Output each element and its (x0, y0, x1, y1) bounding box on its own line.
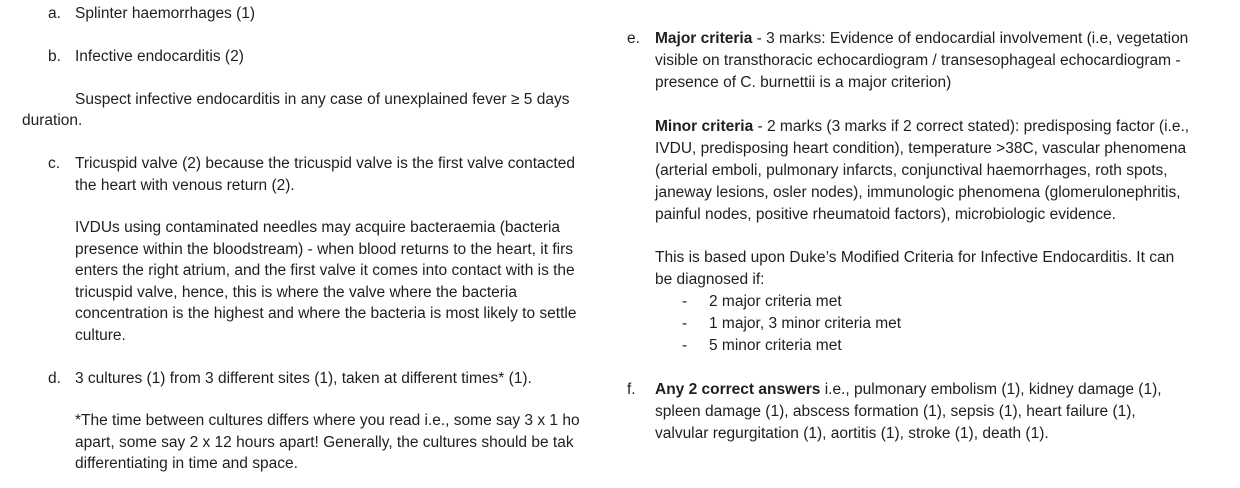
left-column (0, 0, 598, 488)
item-f-marker: f. (627, 381, 636, 398)
item-d-note-line: apart, some say 2 x 12 hours apart! Generally, the cultures should be tak (75, 434, 574, 451)
item-e-major-line: visible on transthoracic echocardiogram / transesophageal echocardiogram - (655, 52, 1181, 69)
item-b-marker: b. (48, 48, 61, 65)
minor-criteria-label: Minor criteria (655, 118, 754, 135)
criteria-dash: - (682, 293, 688, 310)
item-c-para-line: culture. (75, 327, 126, 344)
item-f-line1: Any 2 correct answers i.e., pulmonary embolism (1), kidney damage (1), (655, 381, 1162, 398)
item-e-minor-line: painful nodes, positive rheumatoid factors), microbiologic evidence. (655, 206, 1116, 223)
any-2-correct-label: Any 2 correct answers (655, 381, 821, 398)
major-criteria-label: Major criteria (655, 30, 753, 47)
item-b-text: Infective endocarditis (2) (75, 48, 244, 65)
item-c-line: the heart with venous return (2). (75, 177, 295, 194)
item-c-para-line: concentration is the highest and where the bacteria is most likely to settle (75, 305, 577, 322)
item-b-note-line1: Suspect infective endocarditis in any case of unexplained fever ≥ 5 days (75, 91, 570, 108)
item-e-minor-line: IVDU, predisposing heart condition), temperature >38C, vascular phenomena (655, 140, 1187, 157)
item-c-para-line: IVDUs using contaminated needles may acquire bacteraemia (bacteria (75, 219, 561, 236)
item-e-minor-line1: Minor criteria - 2 marks (3 marks if 2 correct stated): predisposing factor (i.e., (655, 118, 1190, 135)
item-e-major-line: presence of C. burnettii is a major criterion) (655, 74, 952, 91)
right-column (612, 0, 1240, 488)
item-e-basis-line: be diagnosed if: (655, 271, 765, 288)
item-d-text: 3 cultures (1) from 3 different sites (1), taken at different times* (1). (75, 370, 532, 387)
item-f-line: valvular regurgitation (1), aortitis (1), stroke (1), death (1). (655, 425, 1049, 442)
item-b-note-line2: duration. (22, 112, 83, 129)
criteria-item: 1 major, 3 minor criteria met (709, 315, 902, 332)
item-d-note-line: *The time between cultures differs where you read i.e., some say 3 x 1 ho (75, 412, 580, 429)
item-c-para-line: tricuspid valve, hence, this is where the valve where the bacteria (75, 284, 517, 301)
criteria-item: 2 major criteria met (709, 293, 842, 310)
item-c-para-line: enters the right atrium, and the first valve it comes into contact with is the (75, 262, 575, 279)
item-c-para-line: presence within the bloodstream) - when blood returns to the heart, it firs (75, 241, 573, 258)
criteria-item: 5 minor criteria met (709, 337, 842, 354)
item-a-marker: a. (48, 5, 61, 22)
item-c-line: Tricuspid valve (2) because the tricuspid valve is the first valve contacted (75, 155, 575, 172)
item-e-major-line1: Major criteria - 3 marks: Evidence of endocardial involvement (i.e, vegetation (655, 30, 1189, 47)
item-f-line: spleen damage (1), abscess formation (1), sepsis (1), heart failure (1), (655, 403, 1136, 420)
criteria-dash: - (682, 337, 688, 354)
item-c-marker: c. (48, 155, 61, 172)
item-e-minor-line: (arterial emboli, pulmonary infarcts, conjunctival haemorrhages, roth spots, (655, 162, 1168, 179)
item-e-basis-line: This is based upon Duke’s Modified Criteria for Infective Endocarditis. It can (655, 249, 1175, 266)
item-a-text: Splinter haemorrhages (1) (75, 5, 256, 22)
item-d-note-line: differentiating in time and space. (75, 455, 298, 472)
item-e-minor-line: janeway lesions, osler nodes), immunologic phenomena (glomerulonephritis, (655, 184, 1181, 201)
item-e-marker: e. (627, 30, 640, 47)
criteria-dash: - (682, 315, 688, 332)
item-d-marker: d. (48, 370, 61, 387)
